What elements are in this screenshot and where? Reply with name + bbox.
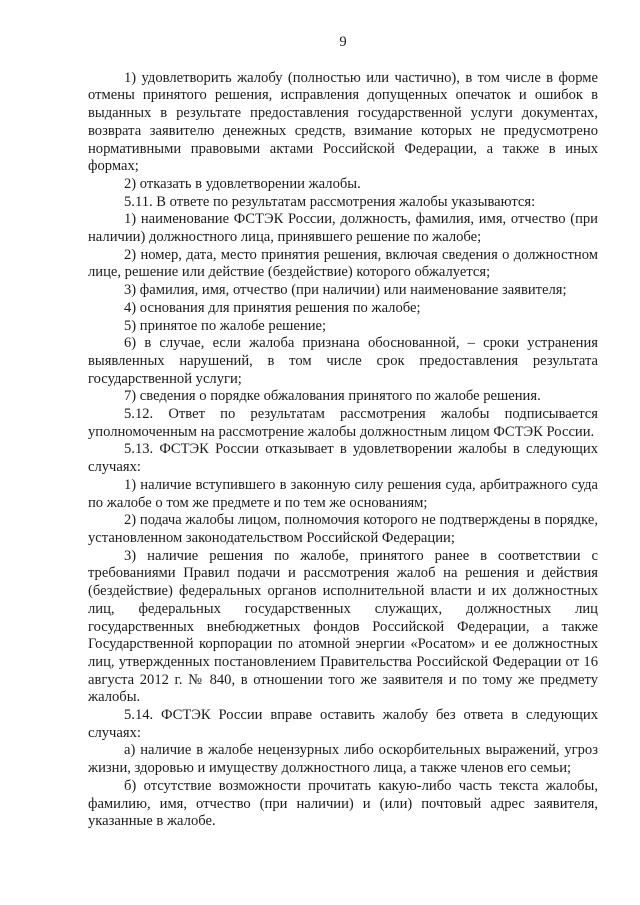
list-item-5-11-3: 3) фамилия, имя, отчество (при наличии) или наименование заявителя; <box>124 282 567 299</box>
list-item-5-11-6: 6) в случае, если жалоба признана обоснованной, – сроки устранения выявленных нарушений, в том числе срок предоставления результата государственной услуги; <box>88 335 598 387</box>
list-item-5-13-2: 2) подача жалобы лицом, полномочия которого не подтверждены в порядке, установленном законодательством Российской Федерации; <box>88 512 598 546</box>
list-item-5-11-7: 7) сведения о порядке обжалования принятого по жалобе решения. <box>124 388 541 405</box>
list-item-5-11-5: 5) принятое по жалобе решение; <box>124 317 327 334</box>
paragraph-5-11: 5.11. В ответе по результатам рассмотрения жалобы указываются: <box>124 193 536 210</box>
paragraph-5-12: 5.12. Ответ по результатам рассмотрения жалобы подписывается уполномоченным на рассмотрение жалобы должностным лицом ФСТЭК России. <box>88 406 598 440</box>
paragraph-refuse-complaint: 2) отказать в удовлетворении жалобы. <box>124 175 361 192</box>
list-item-5-14-a: а) наличие в жалобе нецензурных либо оскорбительных выражений, угроз жизни, здоровью и имуществу должностного лица, а также членов его семьи; <box>88 742 598 777</box>
list-item-5-13-3: 3) наличие решения по жалобе, принятого ранее в соответствии с требованиями Правил подачи и рассмотрения жалоб на решения и действия (бездействие) федеральных органов исполнительной власти и их должностных лиц, федеральных государственных служащих, должностных лиц государственных внебюджетных фондов Российской Федерации, а также Государственной корпорации по атомной энергии «Росатом» и ее должностных лиц, утвержденных постановлением Правительства Российской Федерации от 16 августа 2012 г. № 840, в отношении того же заявителя и по тому же предмету жалобы. <box>88 547 598 706</box>
list-item-5-11-4: 4) основания для принятия решения по жалобе; <box>124 299 421 316</box>
paragraph-5-14: 5.14. ФСТЭК России вправе оставить жалобу без ответа в следующих случаях: <box>88 707 598 741</box>
list-item-5-13-1: 1) наличие вступившего в законную силу решения суда, арбитражного суда по жалобе о том же предмете и по тем же основаниям; <box>88 476 598 511</box>
page-number: 9 <box>339 34 347 50</box>
list-item-5-11-1: 1) наименование ФСТЭК России, должность, фамилия, имя, отчество (при наличии) должностного лица, принявшего решение по жалобе; <box>88 211 598 246</box>
list-item-5-11-2: 2) номер, дата, место принятия решения, включая сведения о должностном лице, решение или действие (бездействие) которого обжалуется; <box>88 246 598 281</box>
paragraph-satisfy-complaint: 1) удовлетворить жалобу (полностью или частично), в том числе в форме отмены принятого решения, исправления допущенных опечаток и ошибок в выданных в результате предоставления государственной услуги документах, возврата заявителю денежных средств, взимание которых не предусмотрено нормативными правовыми актами Российской Федерации, а также в иных формах; <box>88 69 598 175</box>
document-page <box>88 34 598 831</box>
paragraph-5-13: 5.13. ФСТЭК России отказывает в удовлетворении жалобы в следующих случаях: <box>88 441 598 476</box>
list-item-5-14-b: б) отсутствие возможности прочитать какую-либо часть текста жалобы, фамилию, имя, отчество (при наличии) и (или) почтовый адрес заявителя, указанные в жалобе. <box>88 777 598 830</box>
